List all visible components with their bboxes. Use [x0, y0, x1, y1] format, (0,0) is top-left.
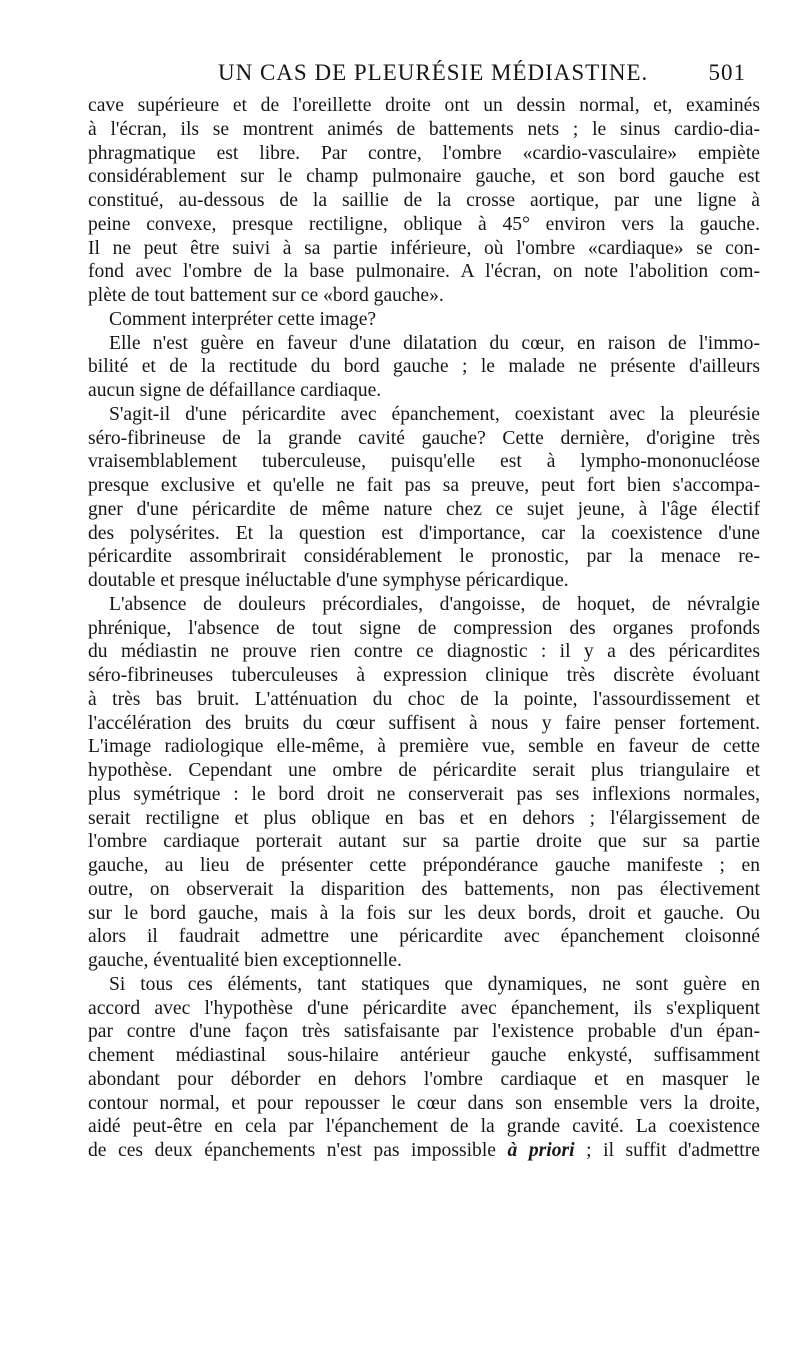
paragraph-3: [88, 332, 760, 403]
text-line: l'accélération des bruits du cœur suffisent à nous y faire penser fortement.: [88, 712, 760, 734]
text-line-final: [88, 1139, 760, 1163]
text-line: séro-fibrineuse de la grande cavité gauche? Cette dernière, d'origine très: [88, 427, 760, 449]
emphasis-a-priori: à priori: [507, 1140, 575, 1161]
text-line: serait rectiligne et plus oblique en bas et en dehors ; l'élargissement de: [88, 807, 760, 829]
paragraph-5: [88, 593, 760, 973]
text-line: séro-fibrineuses tuberculeuses à expression clinique très discrète évoluant: [88, 665, 760, 686]
text-line: alors il faudrait admettre une péricardite avec épanchement cloisonné: [88, 926, 760, 948]
running-title: UN CAS DE PLEURÉSIE MÉDIASTINE.: [218, 60, 649, 85]
body-text: [88, 94, 760, 1163]
paragraph-6: [88, 973, 760, 1163]
text-line: par contre d'une façon très satisfaisante par l'existence probable d'un épan-: [88, 1021, 760, 1043]
text-line: phragmatique est libre. Par contre, l'ombre «cardio-vasculaire» empiète: [88, 142, 760, 164]
text-line: phrénique, l'absence de tout signe de compression des organes profonds: [88, 617, 760, 639]
text-line: l'ombre cardiaque porterait autant sur sa partie droite que sur sa partie: [88, 831, 760, 853]
text-line: considérablement sur le champ pulmonaire gauche, et son bord gauche est: [88, 166, 760, 188]
text-line: constitué, au-dessous de la saillie de la crosse aortique, par une ligne à: [88, 190, 760, 211]
text-line: plus symétrique : le bord droit ne conserverait pas ses inflexions normales,: [88, 783, 760, 805]
text-line: Il ne peut être suivi à sa partie inférieure, où l'ombre «cardiaque» se con-: [88, 237, 760, 259]
text-line: aucun signe de défaillance cardiaque.: [88, 380, 382, 401]
running-header: [100, 60, 746, 94]
text-line: L'absence de douleurs précordiales, d'angoisse, de hoquet, de névralgie: [109, 593, 760, 615]
text-line: aidé peut-être en cela par l'épanchement de la grande cavité. La coexistence: [88, 1116, 760, 1138]
text-line: gner d'une péricardite de même nature chez ce sujet jeune, à l'âge électif: [88, 498, 760, 520]
text-line: chement médiastinal sous-hilaire antérieur gauche enkysté, suffisamment: [88, 1045, 760, 1066]
text-line: fond avec l'ombre de la base pulmonaire. A l'écran, on note l'abolition com-: [88, 261, 760, 283]
text-line: abondant pour déborder en dehors l'ombre cardiaque et en masquer le: [88, 1068, 760, 1090]
paragraph-1: [88, 94, 760, 308]
text-line: sur le bord gauche, mais à la fois sur les deux bords, droit et gauche. Ou: [88, 902, 760, 924]
text-line: à l'écran, ils se montrent animés de battements nets ; le sinus cardio-dia-: [88, 118, 760, 140]
text-line: peine convexe, presque rectiligne, oblique à 45° environ vers la gauche.: [88, 213, 760, 235]
text-segment: ; il suffit d'admettre: [574, 1140, 760, 1161]
text-line: doutable et presque inéluctable d'une symphyse péricardique.: [88, 570, 569, 591]
text-line: cave supérieure et de l'oreillette droite ont un dessin normal, et, examinés: [88, 95, 760, 116]
paragraph-2: [88, 308, 760, 332]
text-line: gauche, éventualité bien exceptionnelle.: [88, 950, 402, 971]
text-line: hypothèse. Cependant une ombre de péricardite serait plus triangulaire et: [88, 760, 760, 781]
text-segment: de ces deux épanchements n'est pas impossible: [88, 1140, 508, 1161]
text-line: plète de tout battement sur ce «bord gauche».: [88, 285, 444, 306]
text-line: à très bas bruit. L'atténuation du choc de la pointe, l'assourdissement et: [88, 688, 760, 710]
text-line: S'agit-il d'une péricardite avec épanchement, coexistant avec la pleurésie: [109, 403, 760, 425]
text-line: gauche, au lieu de présenter cette prépondérance gauche manifeste ; en: [88, 855, 760, 876]
text-line: Elle n'est guère en faveur d'une dilatation du cœur, en raison de l'immo-: [109, 332, 760, 354]
text-line: outre, on observerait la disparition des battements, non pas électivement: [88, 878, 760, 900]
text-line: contour normal, et pour repousser le cœur dans son ensemble vers la droite,: [88, 1092, 760, 1114]
text-line: L'image radiologique elle-même, à première vue, semble en faveur de cette: [88, 736, 760, 758]
text-line: vraisemblablement tuberculeuse, puisqu'elle est à lympho-mononucléose: [88, 451, 760, 473]
text-line: des polysérites. Et la question est d'importance, car la coexistence d'une: [88, 522, 760, 544]
text-line: péricardite assombrirait considérablement le pronostic, par la menace re-: [88, 546, 760, 568]
text-line: Si tous ces éléments, tant statiques que dynamiques, ne sont guère en: [109, 973, 760, 995]
text-line: accord avec l'hypothèse d'une péricardite avec épanchement, ils s'expliquent: [88, 997, 760, 1019]
text-line: Comment interpréter cette image?: [109, 308, 377, 330]
text-line: du médiastin ne prouve rien contre ce diagnostic : il y a des péricardites: [88, 641, 760, 663]
text-line: bilité et de la rectitude du bord gauche ; le malade ne présente d'ailleurs: [88, 356, 760, 378]
paragraph-4: [88, 403, 760, 593]
page-number: 501: [708, 60, 746, 85]
text-line: presque exclusive et qu'elle ne fait pas sa preuve, peut fort bien s'accompa-: [88, 475, 760, 496]
